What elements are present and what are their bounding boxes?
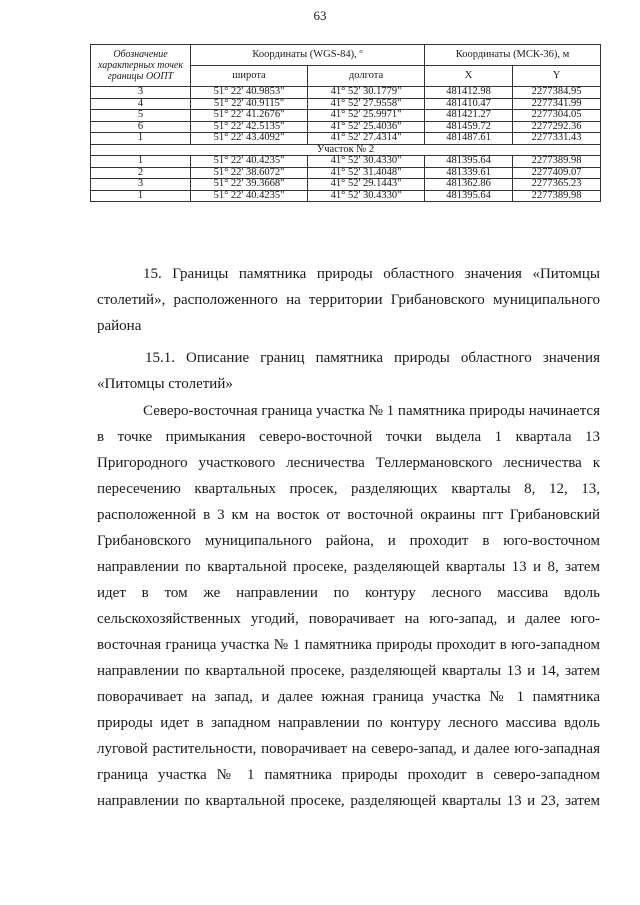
cell-x: 481410.47: [425, 98, 513, 110]
cell-lon: 41° 52' 30.4330": [308, 156, 425, 168]
paragraph-line: направлении по квартальной просеке, разделяющей кварталы 13 и 8, затем: [97, 559, 600, 575]
paragraph-line: граница участка № 1 памятника природы проходит в северо-западном: [97, 767, 600, 783]
table-row: [91, 98, 601, 110]
cell-lon: 41° 52' 25.4036": [308, 121, 425, 133]
cell-lon: 41° 52' 30.4330": [308, 190, 425, 202]
header-msk36: Координаты (МСК-36), м: [425, 45, 601, 66]
cell-x: 481412.98: [425, 87, 513, 99]
paragraph-line: луговой растительности, поворачивает на северо-запад, и далее юго-западная: [97, 741, 600, 757]
cell-y: 2277304.05: [513, 110, 601, 122]
table-row: [91, 156, 601, 168]
cell-y: 2277331.43: [513, 133, 601, 145]
paragraph-line: направлении по квартальной просеке, разделяющей кварталы 13 и 14, затем: [97, 663, 600, 679]
paragraph-line: пересечению квартальных просек, разделяющих кварталы 8, 12, 13,: [97, 481, 600, 497]
table-row: [91, 190, 601, 202]
cell-lon: 41° 52' 27.4314": [308, 133, 425, 145]
heading-15-line: столетий», расположенного на территории Грибановского муниципального: [97, 292, 600, 308]
cell-y: 2277341.99: [513, 98, 601, 110]
table-row: [91, 121, 601, 133]
paragraph-line: восточная граница участка № 1 памятника природы проходит в юго-западном: [97, 637, 600, 653]
cell-x: 481395.64: [425, 156, 513, 168]
cell-y: 2277384.95: [513, 87, 601, 99]
cell-point: 1: [91, 156, 191, 168]
table-row: [91, 87, 601, 99]
cell-point: 5: [91, 110, 191, 122]
cell-lon: 41° 52' 27.9558": [308, 98, 425, 110]
coordinates-table: [90, 44, 601, 202]
cell-y: 2277389.98: [513, 156, 601, 168]
table-row: [91, 110, 601, 122]
cell-lat: 51° 22' 43.4092": [191, 133, 308, 145]
cell-y: 2277409.07: [513, 167, 601, 179]
cell-y: 2277365.23: [513, 179, 601, 191]
cell-point: 3: [91, 87, 191, 99]
heading-15-line: 15. Границы памятника природы областного значения «Питомцы: [143, 266, 600, 282]
cell-lat: 51° 22' 40.4235": [191, 190, 308, 202]
cell-x: 481339.61: [425, 167, 513, 179]
cell-x: 481487.61: [425, 133, 513, 145]
paragraph-line: направлении по квартальной просеке, разделяющей кварталы 13 и 23, затем: [97, 793, 600, 809]
cell-x: 481395.64: [425, 190, 513, 202]
page-number: 63: [313, 8, 327, 23]
paragraph-line: природы идет в западном направлении по контуру лесного массива вдоль: [97, 715, 600, 731]
header-longitude: долгота: [308, 66, 425, 87]
cell-y: 2277292.36: [513, 121, 601, 133]
cell-x: 481459.72: [425, 121, 513, 133]
table-row: [91, 133, 601, 145]
cell-lat: 51° 22' 39.3668": [191, 179, 308, 191]
section-15-1-heading: [97, 345, 600, 397]
boundary-description-paragraph: [97, 398, 600, 814]
paragraph-line: Грибановского муниципального района, и проходит в юго-восточном: [97, 533, 600, 549]
cell-x: 481421.27: [425, 110, 513, 122]
section-15-heading: [97, 261, 600, 339]
cell-x: 481362.86: [425, 179, 513, 191]
cell-lon: 41° 52' 29.1443": [308, 179, 425, 191]
cell-point: 1: [91, 133, 191, 145]
paragraph-line: расположенной в 3 км на восток от восточной окраины пгт Грибановский: [97, 507, 600, 523]
table-section-row: [91, 144, 601, 156]
cell-point: 4: [91, 98, 191, 110]
cell-lon: 41° 52' 31.4048": [308, 167, 425, 179]
cell-point: 6: [91, 121, 191, 133]
cell-lat: 51° 22' 38.6072": [191, 167, 308, 179]
cell-lat: 51° 22' 40.9853": [191, 87, 308, 99]
cell-y: 2277389.98: [513, 190, 601, 202]
paragraph-line: Северо-восточная граница участка № 1 памятника природы начинается: [143, 403, 600, 419]
cell-lat: 51° 22' 41.2676": [191, 110, 308, 122]
cell-lat: 51° 22' 40.4235": [191, 156, 308, 168]
paragraph-line: в точке примыкания северо-восточной точки выдела 1 квартала 13: [97, 429, 600, 445]
paragraph-line: Пригородного участкового лесничества Теллермановского лесничества к: [97, 455, 600, 471]
paragraph-line: сельскохозяйственных угодий, поворачивает на юго-запад, и далее юго-: [97, 611, 600, 627]
cell-lon: 41° 52' 25.9971": [308, 110, 425, 122]
header-x: X: [425, 66, 513, 87]
table-row: [91, 167, 601, 179]
heading-15-1-line: «Питомцы столетий»: [97, 376, 233, 392]
heading-15-1-line: 15.1. Описание границ памятника природы областного значения: [145, 350, 600, 366]
table-header-row: [91, 45, 601, 66]
cell-lon: 41° 52' 30.1779": [308, 87, 425, 99]
header-y: Y: [513, 66, 601, 87]
header-wgs84: Координаты (WGS-84), º: [191, 45, 425, 66]
cell-lat: 51° 22' 40.9115": [191, 98, 308, 110]
table-row: [91, 179, 601, 191]
heading-15-line: района: [97, 318, 142, 334]
paragraph-line: поворачивает на запад, и далее южная граница участка № 1 памятника: [97, 689, 600, 705]
paragraph-line: идет в том же направлении по контуру лесного массива вдоль: [97, 585, 600, 601]
cell-point: 1: [91, 190, 191, 202]
cell-point: 2: [91, 167, 191, 179]
header-latitude: широта: [191, 66, 308, 87]
header-oopt-points: Обозначение характерных точек границы ООПТ: [91, 45, 191, 87]
cell-lat: 51° 22' 42.5135": [191, 121, 308, 133]
section-label: Участок № 2: [91, 144, 601, 156]
cell-point: 3: [91, 179, 191, 191]
